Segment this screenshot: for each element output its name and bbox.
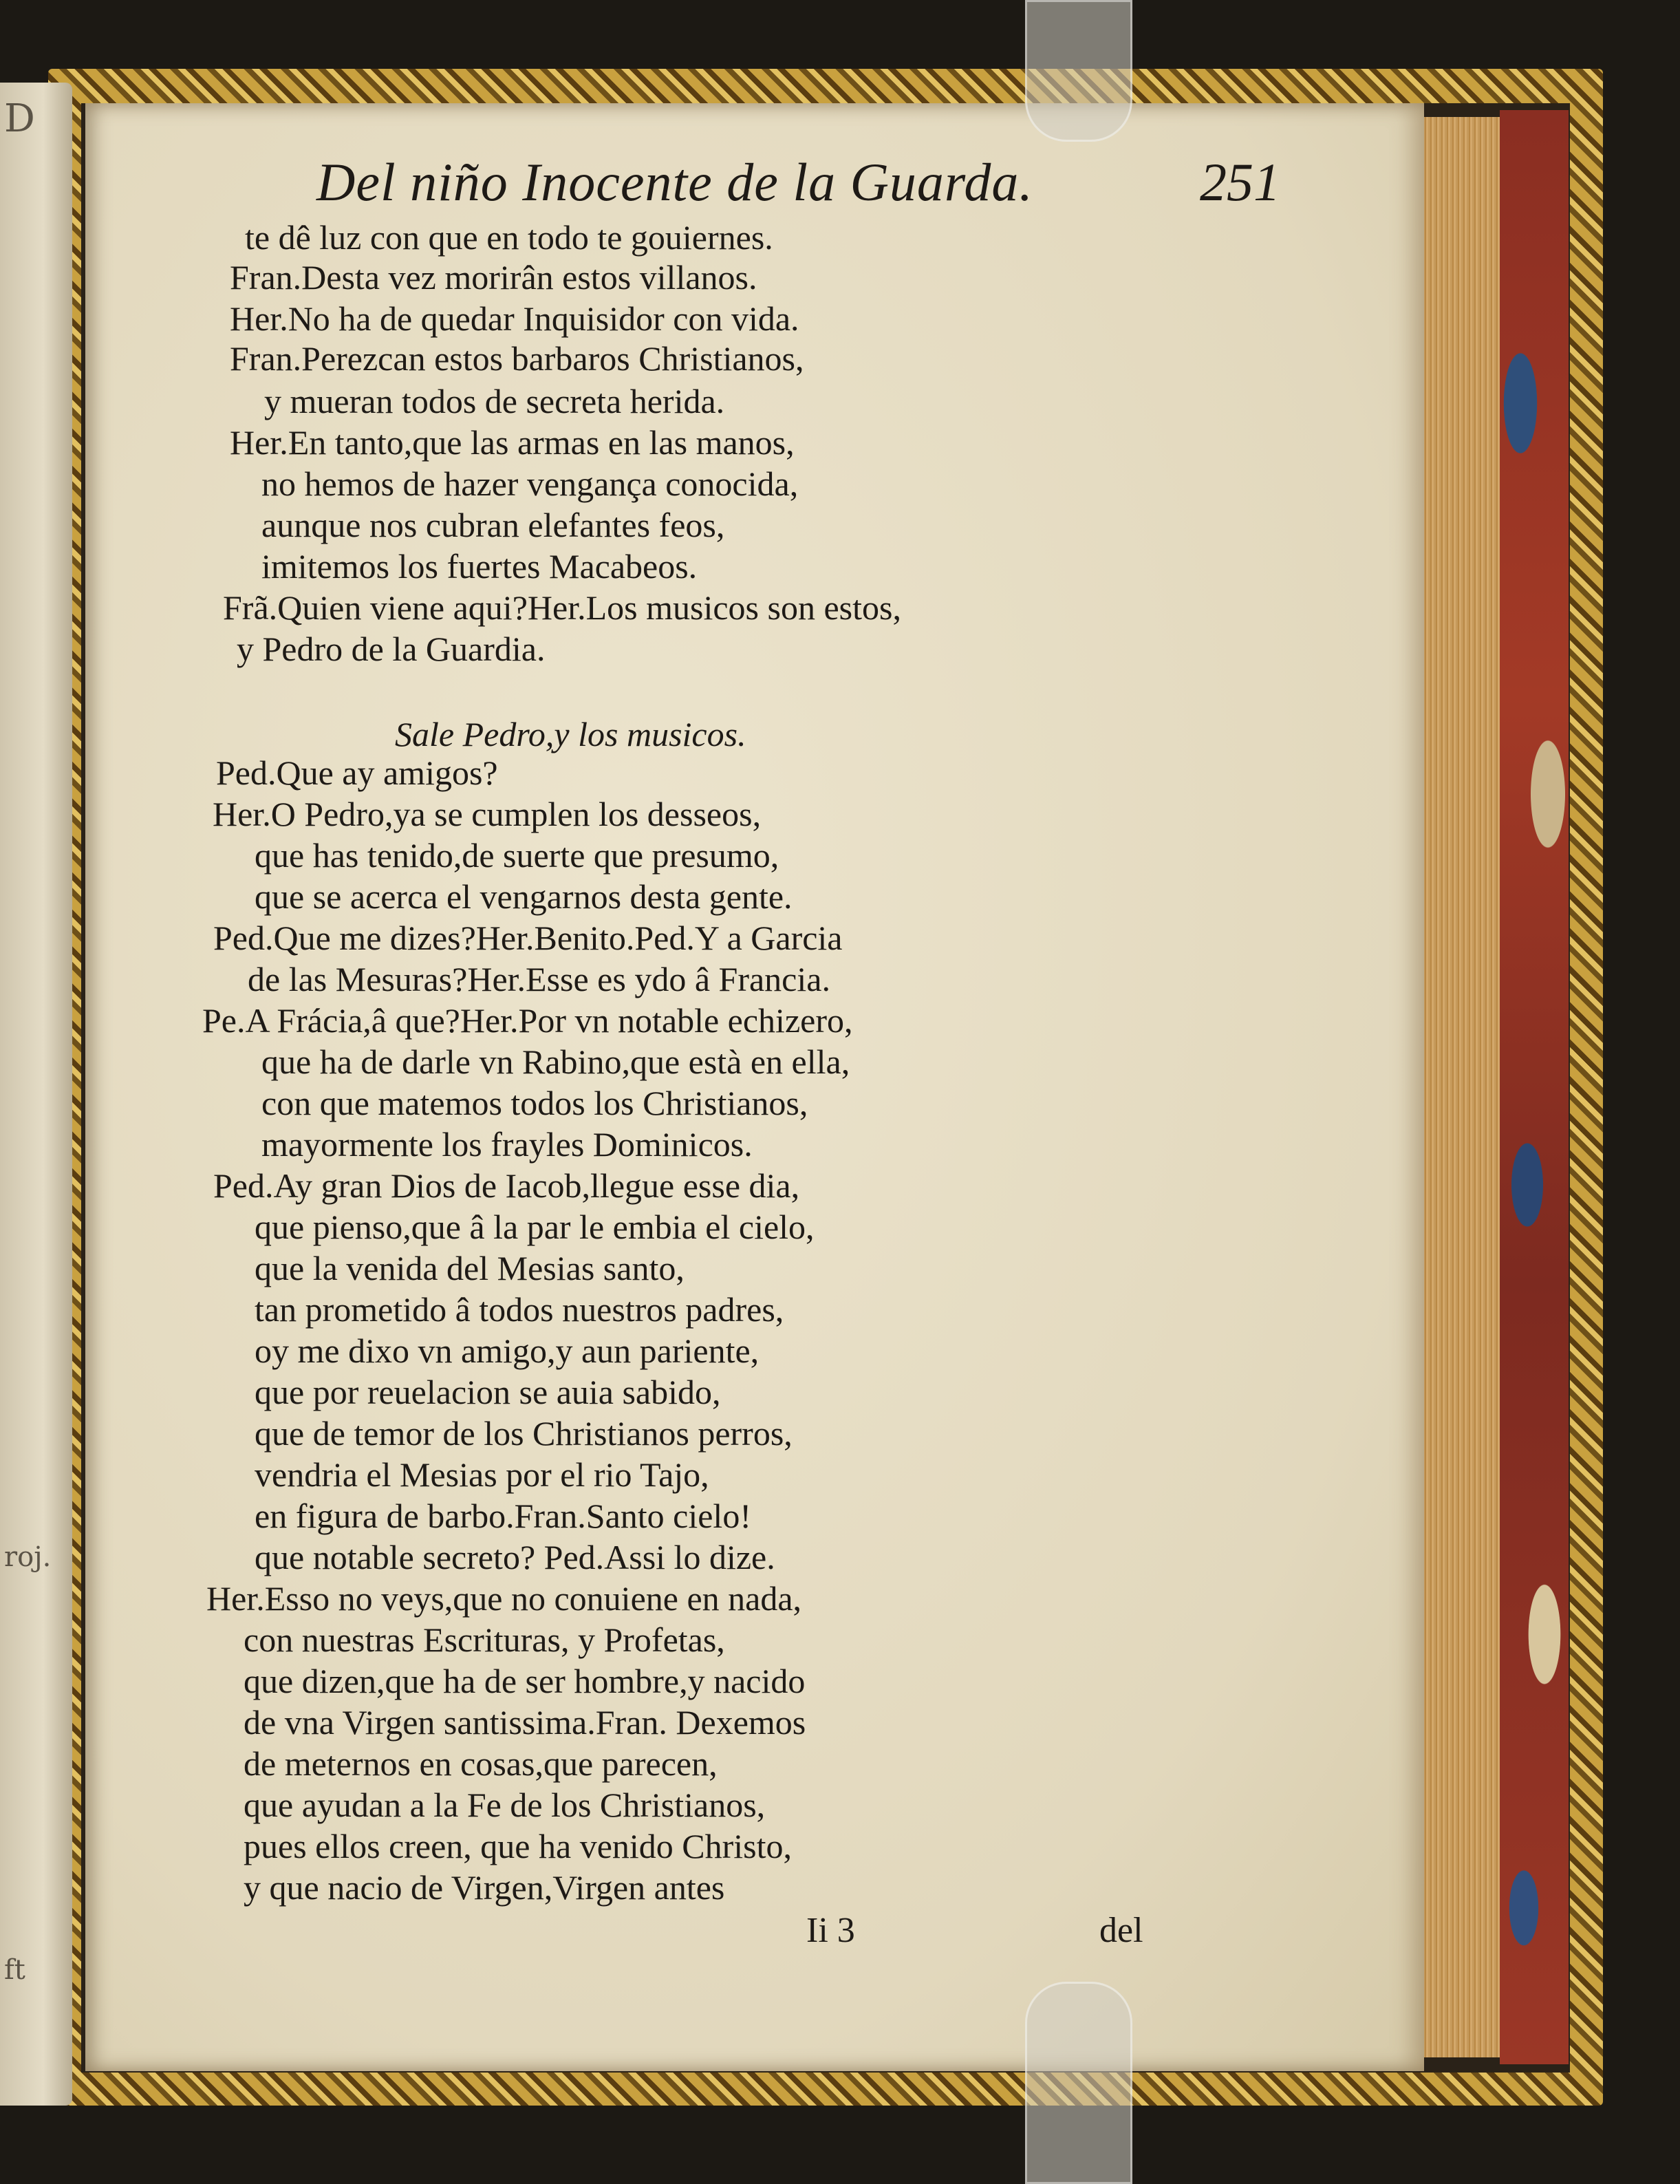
verse-line: Her.En tanto,que las armas en las manos, xyxy=(230,423,795,462)
verse-line: que por reuelacion se auia sabido, xyxy=(255,1373,721,1411)
verse-line: Her.No ha de quedar Inquisidor con vida. xyxy=(230,299,799,338)
facing-page-fragment: ft xyxy=(4,1954,25,1986)
facing-page-fragment: D xyxy=(4,96,35,141)
verse-line: Ped.Ay gran Dios de Iacob,llegue esse dia, xyxy=(213,1166,800,1205)
verse-line: Her.O Pedro,ya se cumplen los desseos, xyxy=(213,795,762,833)
verse-line: de las Mesuras?Her.Esse es ydo â Francia. xyxy=(248,960,830,998)
page-clip-top xyxy=(1025,0,1132,142)
verse-line: oy me dixo vn amigo,y aun pariente, xyxy=(255,1331,760,1370)
verse-line: Her.Esso no veys,que no conuiene en nada, xyxy=(206,1579,802,1618)
verse-line: en figura de barbo.Fran.Santo cielo! xyxy=(255,1497,751,1535)
verse-line: que notable secreto? Ped.Assi lo dize. xyxy=(255,1538,775,1576)
page-number: 251 xyxy=(1200,152,1280,212)
verse-line: que dizen,que ha de ser hombre,y nacido xyxy=(244,1662,806,1700)
running-title: Del niño Inocente de la Guarda. xyxy=(316,152,1033,212)
verse-line: con nuestras Escrituras, y Profetas, xyxy=(244,1620,725,1659)
page-edges xyxy=(1417,117,1500,2057)
verse-line: que se acerca el vengarnos desta gente. xyxy=(255,877,793,916)
verse-line: que pienso,que â la par le embia el cielo, xyxy=(255,1208,815,1246)
verse-line: mayormente los frayles Dominicos. xyxy=(261,1125,753,1164)
verse-line: imitemos los fuertes Macabeos. xyxy=(261,547,698,586)
verse-line: que ayudan a la Fe de los Christianos, xyxy=(244,1786,766,1824)
facing-page-fragment: roj. xyxy=(4,1541,52,1573)
verse-line: te dê luz con que en todo te gouiernes. xyxy=(245,218,773,257)
verse-line: de vna Virgen santissima.Fran. Dexemos xyxy=(244,1703,806,1742)
verse-line: y mueran todos de secreta herida. xyxy=(264,382,725,420)
verse-line: y Pedro de la Guardia. xyxy=(237,630,546,668)
facing-page xyxy=(0,83,72,2106)
verse-line: Pe.A Frácia,â que?Her.Por vn notable echizero, xyxy=(202,1001,853,1040)
book-page xyxy=(85,103,1424,2071)
verse-line: de meternos en cosas,que parecen, xyxy=(244,1744,718,1783)
verse-line: Fran.Desta vez morirân estos villanos. xyxy=(230,258,757,297)
verse-line: Frã.Quien viene aqui?Her.Los musicos son estos, xyxy=(223,588,901,627)
verse-line: que la venida del Mesias santo, xyxy=(255,1249,685,1287)
verse-line: que ha de darle vn Rabino,que està en ella, xyxy=(261,1042,850,1081)
verse-line: y que nacio de Virgen,Virgen antes xyxy=(244,1868,725,1907)
verse-line: vendria el Mesias por el rio Tajo, xyxy=(255,1455,709,1494)
verse-line: Ped.Que me dizes?Her.Benito.Ped.Y a Garcia xyxy=(213,919,843,957)
verse-line: Ped.Que ay amigos? xyxy=(216,753,498,792)
verse-line: tan prometido â todos nuestros padres, xyxy=(255,1290,784,1329)
verse-line: no hemos de hazer vengança conocida, xyxy=(261,464,799,503)
marbled-endpaper xyxy=(1500,110,1569,2064)
page-clip-bottom xyxy=(1025,1982,1132,2184)
stage-direction: Sale Pedro,y los musicos. xyxy=(395,715,746,753)
verse-line: que has tenido,de suerte que presumo, xyxy=(255,836,779,875)
verse-line: pues ellos creen, que ha venido Christo, xyxy=(244,1827,793,1865)
signature-mark: Ii 3 xyxy=(806,1911,855,1950)
verse-line: Fran.Perezcan estos barbaros Christianos, xyxy=(230,339,804,378)
verse-line: con que matemos todos los Christianos, xyxy=(261,1084,808,1122)
verse-line: que de temor de los Christianos perros, xyxy=(255,1414,793,1453)
verse-line: aunque nos cubran elefantes feos, xyxy=(261,506,725,544)
catchword: del xyxy=(1099,1911,1143,1950)
